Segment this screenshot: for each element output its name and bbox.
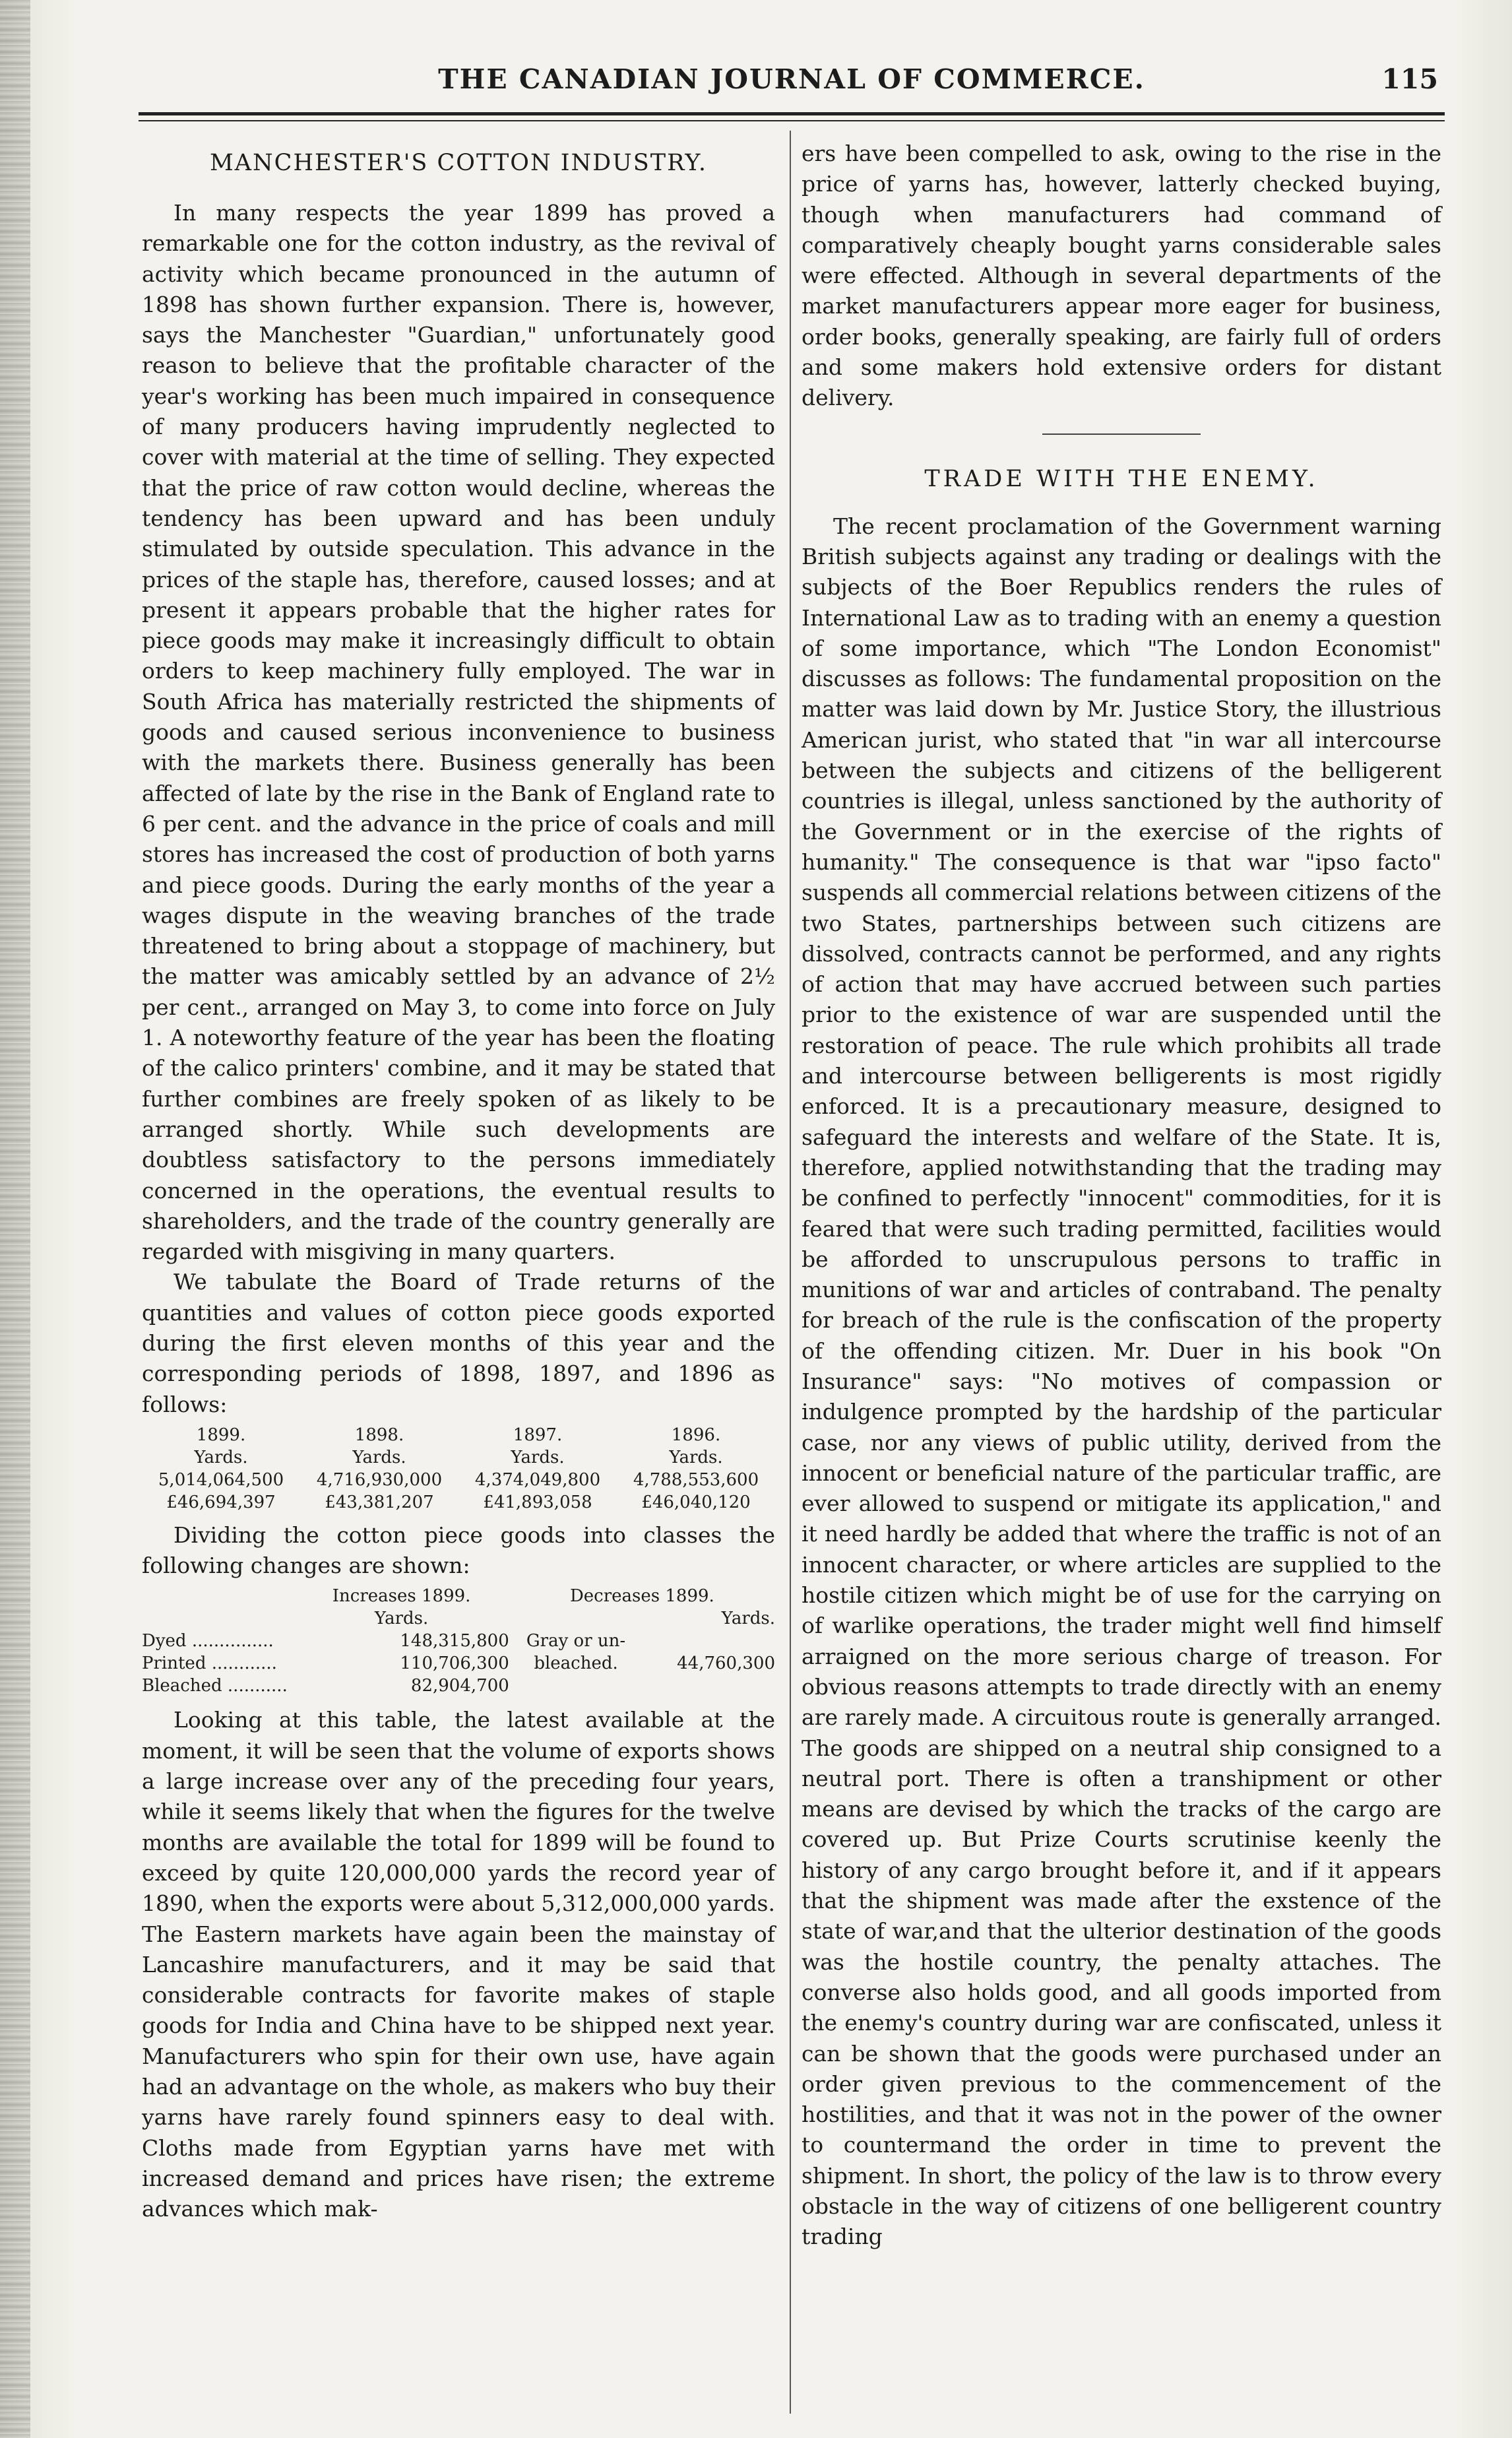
table-cell (509, 1675, 643, 1697)
page-binding-edge (0, 0, 30, 2438)
article-separator (1042, 433, 1201, 435)
left-column (142, 139, 775, 2225)
table-cell: Yards. (721, 1609, 775, 1629)
table-header-cell: Increases 1899. (332, 1586, 471, 1607)
table-cell: £46,040,120 (641, 1492, 751, 1512)
table-cell (643, 1630, 775, 1652)
table-header-cell: 1899. (196, 1425, 246, 1445)
article-paragraph: In many respects the year 1899 has proved a remarkable one for the cotton industry, as the revival of activity which became pronounced in the autumn of 1898 has shown further expansion. There is, however, says the Manchester "Guardian," unfortunately good reason to believe that the profitable character of the year's working has been much impaired in consequence of many producers having imprudently neglected to cover with material at the time of selling. They expected that the price of raw cotton would decline, whereas the tendency has been upward and has been unduly stimulated by outside speculation. This advance in the prices of the staple has, therefore, caused losses; and at present it appears probable that the higher rates for piece goods may make it increasingly difficult to obtain orders to keep machinery fully employed. The war in South Africa has materially restricted the shipments of goods and caused serious inconvenience to business with the markets there. Business generally has been affected of late by the rise in the Bank of England rate to 6 per cent. and the advance in the price of coals and mill stores has increased the cost of production of both yarns and piece goods. During the early months of the year a wages dispute in the weaving branches of the trade threatened to bring about a stoppage of machinery, but the matter was amicably settled by an advance of 2½ per cent., arranged on May 3, to come into force on July 1. A noteworthy feature of the year has been the floating of the calico printers' combine, and it may be stated that further combines are freely spoken of as likely to be arranged shortly. While such developments are doubtless satisfactory to the persons immediately concerned in the operations, the eventual results to shareholders, and the trade of the country generally are regarded with misgiving in many quarters. (142, 200, 775, 1265)
exports-table (142, 1424, 775, 1514)
table-cell: Yards. (352, 1447, 406, 1467)
table-row (142, 1675, 775, 1697)
table-cell: Printed (142, 1653, 206, 1674)
table-row (142, 1424, 775, 1446)
header-rule-thick (139, 112, 1445, 115)
header-rule-thin (139, 120, 1445, 121)
table-cell: bleached. (534, 1653, 618, 1674)
table-row (142, 1446, 775, 1469)
table-header-cell: 1896. (671, 1425, 721, 1445)
dot-leader: ............ (211, 1653, 277, 1674)
article-paragraph-continued: ers have been compelled to ask, owing to the rise in the price of yarns has, however, latterly checked buying, though when manufacturers had command of comparatively cheaply bought yarns considerable sales were effected. Although in several departments of the market manufacturers appear more eager for business, order books, generally speaking, are fairly full of orders and some makers hold extensive orders for distant delivery. (802, 141, 1441, 411)
table-cell: Yards. (511, 1447, 565, 1467)
table-cell: Yards. (669, 1447, 723, 1467)
table-cell: Yards. (194, 1447, 248, 1467)
dot-leader: ............... (191, 1631, 274, 1652)
article-paragraph: The recent proclamation of the Government warning British subjects against any trading or dealings with the subjects of the Boer Republics renders the rules of International Law as to trading with an enemy a question of some importance, which "The London Economist" discusses as follows: The fundamental proposition on the matter was laid down by Mr. Justice Story, the illustrious American jurist, who stated that "in war all intercourse between the subjects and citizens of the belligerent countries is illegal, unless sanctioned by the authority of the Government or in the exercise of the rights of humanity." The consequence is that war "ipso facto" suspends all commercial relations between citizens of the two States, partnerships between such citizens are dissolved, contracts cannot be performed, and any rights of action that may have accrued between such parties prior to the existence of war are suspended until the restoration of peace. The rule which prohibits all trade and intercourse between belligerents is most rigidly enforced. It is a precautionary measure, designed to safeguard the interests and welfare of the State. It is, therefore, applied notwithstanding that the trading may be confined to perfectly "innocent" commodities, for it is feared that were such trading permitted, facilities would be afforded to unscrupulous persons to traffic in munitions of war and articles of contraband. The penalty for breach of the rule is the confiscation of the property of the offending citizen. Mr. Duer in his book "On Insurance" says: "No motives of compassion or indulgence prompted by the hardship of the particular case, nor any views of public utility, derived from the innocent or beneficial nature of the particular traffic, are ever allowed to suspend or mitigate its application," and it need hardly be added that where the traffic is not of an innocent character, or where articles are supplied to the hostile citizen which might be of use for the carrying on of warlike operations, the trader might well find himself arraigned on the more serious charge of treason. For obvious reasons attempts to trade directly with an enemy are rarely made. A circuitous route is generally arranged. The goods are shipped on a neutral ship consigned to a neutral port. There is often a transhipment or other means are devised by which the tracks of the cargo are covered up. But Prize Courts scrutinise keenly the history of any cargo brought before it, and if it appears that the shipment was made after the exstence of the state of war,and that the ulterior destination of the goods was the hostile country, the penalty attaches. The converse also holds good, and all goods imported from the enemy's country during war are confiscated, unless it can be shown that the goods were purchased under an order given previous to the commencement of the hostilities, and that it was not in the power of the owner to countermand the order in time to prevent the shipment. In short, the policy of the law is to throw every obstacle in the way of citizens of one belligerent country trading (802, 513, 1441, 2250)
table-cell: 110,706,300 (400, 1653, 509, 1674)
article-paragraph: Looking at this table, the latest available at the moment, it will be seen that the volume of exports shows a large increase over any of the preceding four years, while it seems likely that when the figures for the twelve months are available the total for 1899 will be found to exceed by quite 120,000,000 yards the record year of 1890, when the exports were about 5,312,000,000 yards. The Eastern markets have again been the mainstay of Lancashire manufacturers, and it may be said that considerable contracts for favorite makes of staple goods for India and China have to be shipped next year. Manufacturers who spin for their own use, have again had an advantage on the whole, as makers who buy their yarns have rarely found spinners easy to deal with. Cloths made from Egyptian yarns have met with increased demand and prices have risen; the extreme advances which mak- (142, 1707, 775, 2222)
column-divider (790, 131, 791, 2414)
table-cell: 4,716,930,000 (316, 1469, 443, 1490)
table-cell: 148,315,800 (400, 1631, 509, 1652)
table-cell: £41,893,058 (483, 1492, 592, 1512)
article-title-trade-enemy: TRADE WITH THE ENEMY. (924, 465, 1319, 492)
table-row (142, 1630, 775, 1652)
table-cell: 82,904,700 (410, 1676, 509, 1696)
article-paragraph: Dividing the cotton piece goods into classes the following changes are shown: (142, 1522, 775, 1579)
table-cell: £43,381,207 (325, 1492, 434, 1512)
table-row (142, 1491, 775, 1514)
table-header-cell: Decreases 1899. (569, 1586, 714, 1607)
table-header-cell: 1897. (513, 1425, 563, 1445)
table-row (142, 1607, 775, 1630)
table-cell: Gray or un- (526, 1631, 626, 1652)
table-cell: 4,374,049,800 (474, 1469, 601, 1490)
page-number: 115 (1381, 63, 1438, 95)
table-cell: 4,788,553,600 (633, 1469, 759, 1490)
table-cell: Dyed (142, 1631, 187, 1652)
dot-leader: ........... (227, 1676, 288, 1696)
running-title: THE CANADIAN JOURNAL OF COMMERCE. (438, 63, 1145, 95)
table-cell (643, 1675, 775, 1697)
right-column (802, 139, 1441, 2253)
table-row (142, 1469, 775, 1491)
table-cell: Yards. (374, 1609, 429, 1629)
table-cell: Bleached (142, 1676, 222, 1696)
table-row (142, 1652, 775, 1675)
article-title-manchester: MANCHESTER'S COTTON INDUSTRY. (209, 150, 708, 176)
table-header-cell: 1898. (354, 1425, 404, 1445)
table-cell: £46,694,397 (166, 1492, 276, 1512)
table-row (142, 1585, 775, 1607)
article-paragraph: We tabulate the Board of Trade returns of the quantities and values of cotton piece goods exported during the first eleven months of this year and the corresponding periods of 1898, 1897, and 1896 as follows: (142, 1269, 775, 1417)
table-cell: 44,760,300 (677, 1653, 775, 1674)
classes-table (142, 1585, 775, 1697)
page-header (145, 63, 1438, 103)
table-cell: 5,014,064,500 (158, 1469, 284, 1490)
